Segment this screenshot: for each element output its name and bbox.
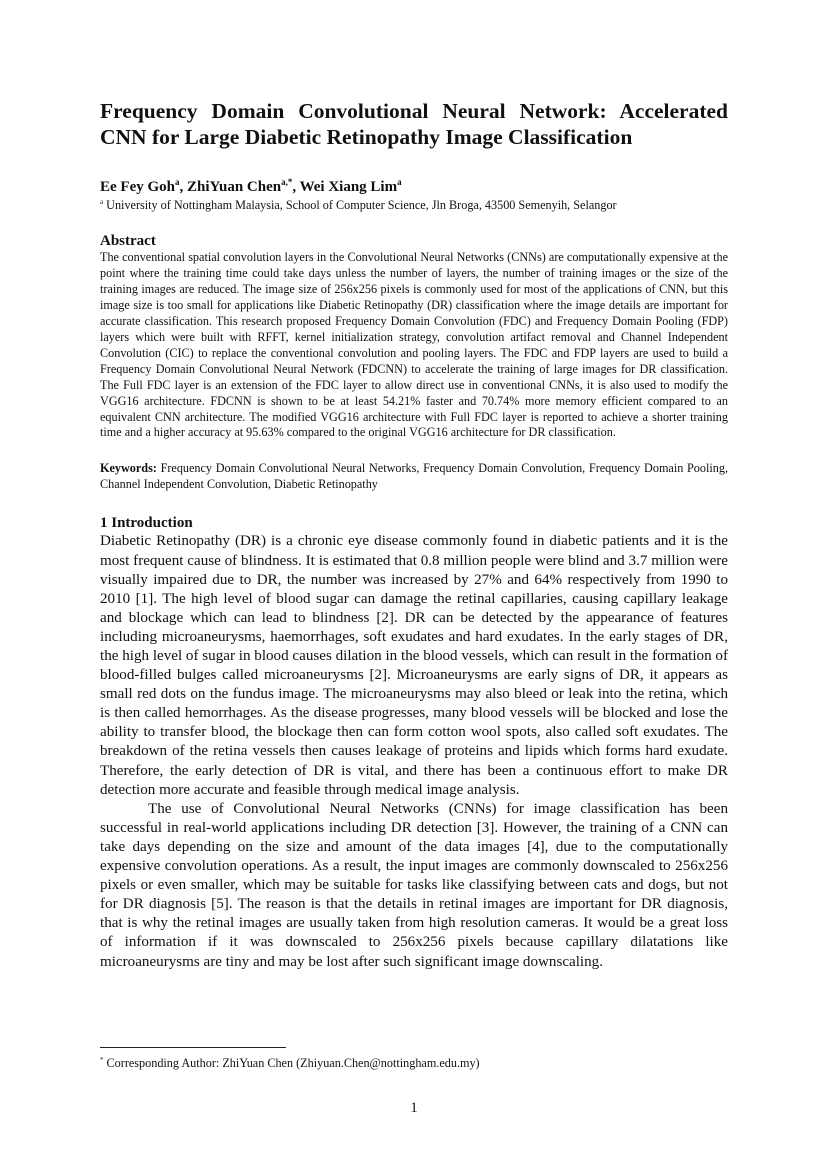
- paper-page: [100, 98, 728, 972]
- footnote-text: Corresponding Author: ZhiYuan Chen (Zhiyuan.Chen@nottingham.edu.my): [103, 1056, 480, 1070]
- affiliation: [100, 198, 728, 213]
- page-number: 1: [410, 1100, 418, 1116]
- author-list: [100, 178, 728, 196]
- abstract-text: The conventional spatial convolution layers in the Convolutional Neural Networks (CNNs) are computationally expensive at the point where the training time could take days unless the number of layers, the number of training images or the size of the training images are reduced. The image size of 256x256 pixels is commonly used for most of the applications of CNN, but this image size is too small for applications like Diabetic Retinopathy (DR) classification where the image details are important for accurate classification. This research proposed Frequency Domain Convolution (FDC) and Frequency Domain Pooling (FDP) layers which were built with RFFT, kernel initialization strategy, convolution artifact removal and Channel Independent Convolution (CIC) to replace the conventional convolution and pooling layers. The FDC and FDP layers are used to build a Frequency Domain Convolutional Neural Network (FDCNN) to accelerate the training of large images for DR classification. The Full FDC layer is an extension of the FDC layer to allow direct use in conventional CNNs, it is also used to modify the VGG16 architecture. FDCNN is shown to be at least 54.21% faster and 70.74% more memory efficient compared to an equivalent CNN architecture. The modified VGG16 architecture with Full FDC layer is reported to achieve a shorter training time and a higher accuracy at 95.63% compared to the original VGG16 architecture for DR classification.: [100, 250, 728, 440]
- author-affil-mark: a: [397, 177, 402, 187]
- keywords-label: Keywords:: [100, 461, 157, 476]
- author-name: ZhiYuan Chen: [187, 179, 282, 195]
- author-separator: ,: [179, 179, 187, 195]
- author-affil-mark: a: [175, 177, 180, 187]
- author-name: Ee Fey Goh: [100, 179, 175, 195]
- footnote: [100, 1056, 480, 1071]
- author-name: Wei Xiang Lim: [299, 179, 398, 195]
- section-heading-introduction: 1 Introduction: [100, 515, 193, 532]
- affiliation-text: University of Nottingham Malaysia, School of Computer Science, Jln Broga, 43500 Semenyih, Selangor: [106, 198, 617, 212]
- intro-paragraph-2: The use of Convolutional Neural Networks (CNNs) for image classification has been successful in real-world applications including DR detection [3]. However, the training of a CNN can take days depending on the size and amount of the data images [4], due to the computationally expensive convolution operations. As a result, the input images are commonly downscaled to 256x256 pixels or even smaller, which may be suitable for tasks like classifying between cats and dogs, but not for DR diagnosis [5]. The reason is that the details in retinal images are important for DR diagnosis, that is why the retinal images are usually taken from high resolution cameras. It would be a great loss of information if it was downscaled to 256x256 pixels because capillary dilatations like microaneurysms are tiny and may be lost after such significant image downscaling.: [100, 800, 728, 970]
- abstract-heading: Abstract: [100, 233, 156, 249]
- author-separator: ,: [292, 179, 300, 195]
- affiliation-mark: a: [100, 197, 104, 206]
- intro-paragraph-1: Diabetic Retinopathy (DR) is a chronic eye disease commonly found in diabetic patients and it is the most frequent cause of blindness. It is estimated that 0.8 million people were blind and 3.7 million were visually impaired due to DR, the number was increased by 27% and 64% respectively from 1990 to 2010 [1]. The high level of blood sugar can damage the retinal capillaries, causing capillary leakage and blockage which can lead to blindness [2]. DR can be detected by the appearance of features including microaneurysms, haemorrhages, soft exudates and hard exudates. In the early stages of DR, the high level of sugar in blood causes dilation in the blood vessels, which can result in the formation of blood-filled bulges called microaneurysms [2]. Microaneurysms are early signs of DR, it appears as small red dots on the fundus image. The microaneurysms may also bleed or leak into the retina, which is then called hemorrhages. As the disease progresses, many blood vessels will be blocked and lose the ability to transfer blood, the blockage then can form cotton wool spots, also called soft exudates. The breakdown of the retina vessels then causes leakage of proteins and lipids which forms hard exudate. Therefore, the early detection of DR is vital, and there has been a continuous effort to make DR detection more accurate and feasible through medical image analysis.: [100, 533, 728, 798]
- footnote-divider: [100, 1047, 286, 1048]
- footnote-mark: *: [100, 1055, 104, 1064]
- keywords: [100, 460, 728, 492]
- author-affil-mark: a,*: [281, 177, 293, 187]
- keywords-text: Frequency Domain Convolutional Neural Networks, Frequency Domain Convolution, Frequency Domain Pooling, Channel Independent Convolution, Diabetic Retinopathy: [100, 461, 728, 492]
- paper-title: Frequency Domain Convolutional Neural Network: Accelerated CNN for Large Diabetic Retinopathy Image Classification: [100, 99, 728, 149]
